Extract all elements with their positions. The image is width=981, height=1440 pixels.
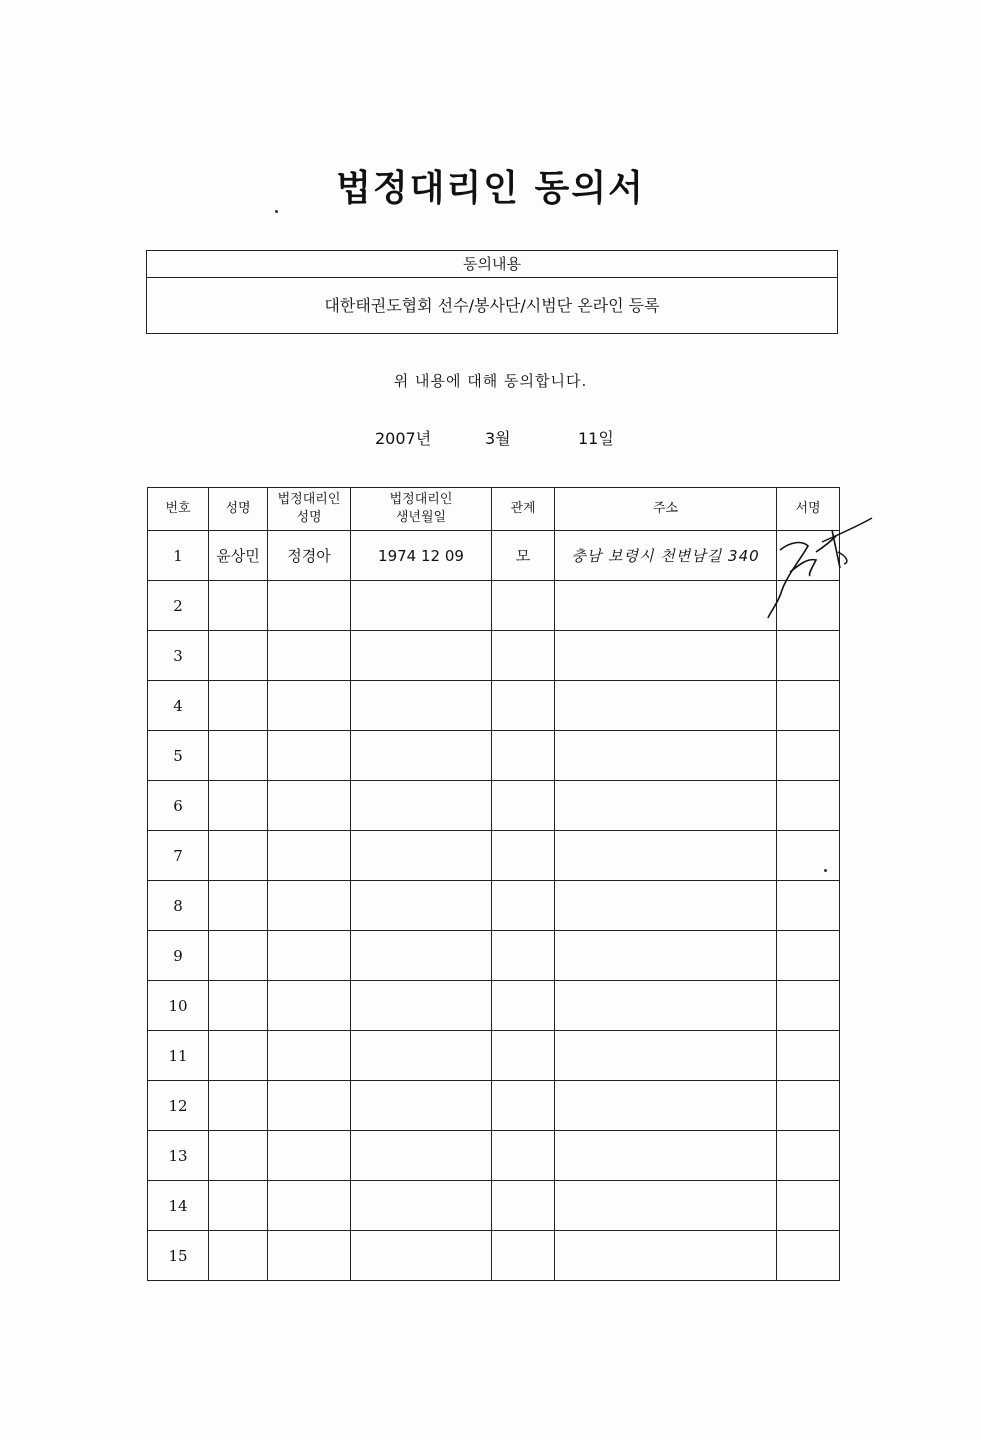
cell-no: 14 — [148, 1181, 209, 1231]
cell-guardian — [268, 831, 351, 881]
table-header-row — [148, 488, 840, 531]
table-row — [148, 681, 840, 731]
cell-name — [209, 1131, 268, 1181]
cell-signature — [777, 1081, 840, 1131]
cell-guardian — [268, 731, 351, 781]
cell-relation — [492, 781, 555, 831]
cell-relation — [492, 881, 555, 931]
cell-birth — [351, 581, 492, 631]
table-row — [148, 1231, 840, 1281]
consent-header: 동의내용 — [147, 251, 837, 278]
date-year: 2007년 — [375, 429, 432, 448]
cell-birth — [351, 1031, 492, 1081]
cell-relation: 모 — [492, 531, 555, 581]
cell-birth — [351, 981, 492, 1031]
cell-name — [209, 981, 268, 1031]
cell-address — [555, 581, 777, 631]
cell-birth — [351, 631, 492, 681]
table-row — [148, 1081, 840, 1131]
cell-name — [209, 581, 268, 631]
cell-relation — [492, 731, 555, 781]
cell-signature — [777, 1181, 840, 1231]
cell-address — [555, 1031, 777, 1081]
cell-guardian — [268, 1231, 351, 1281]
cell-address — [555, 981, 777, 1031]
table-row — [148, 731, 840, 781]
cell-name — [209, 1181, 268, 1231]
cell-no: 1 — [148, 531, 209, 581]
table-row — [148, 831, 840, 881]
consent-body: 대한태권도협회 선수/봉사단/시범단 온라인 등록 — [324, 296, 660, 315]
cell-signature — [777, 831, 840, 881]
cell-no: 15 — [148, 1231, 209, 1281]
handwritten-signature — [760, 512, 880, 622]
table-row — [148, 581, 840, 631]
cell-address — [555, 831, 777, 881]
cell-guardian — [268, 1181, 351, 1231]
date-day: 11일 — [578, 429, 614, 448]
cell-relation — [492, 1131, 555, 1181]
cell-guardian — [268, 1131, 351, 1181]
cell-signature — [777, 631, 840, 681]
cell-no: 12 — [148, 1081, 209, 1131]
cell-no: 13 — [148, 1131, 209, 1181]
paper-speck — [824, 869, 827, 872]
table-row — [148, 1031, 840, 1081]
cell-guardian — [268, 1081, 351, 1131]
cell-no: 7 — [148, 831, 209, 881]
header-guardian-name: 법정대리인 성명 — [268, 488, 351, 531]
cell-no: 10 — [148, 981, 209, 1031]
cell-name — [209, 681, 268, 731]
table-row — [148, 631, 840, 681]
cell-birth — [351, 731, 492, 781]
cell-name — [209, 831, 268, 881]
cell-signature — [777, 681, 840, 731]
table-row — [148, 931, 840, 981]
cell-name — [209, 1231, 268, 1281]
table-row — [148, 1181, 840, 1231]
header-relation: 관계 — [492, 488, 555, 531]
consent-box — [146, 250, 838, 334]
cell-guardian — [268, 781, 351, 831]
cell-birth — [351, 1181, 492, 1231]
cell-guardian — [268, 1031, 351, 1081]
date-month: 3월 — [485, 429, 511, 448]
cell-name: 윤상민 — [209, 531, 268, 581]
cell-address — [555, 1131, 777, 1181]
cell-birth — [351, 781, 492, 831]
guardian-table — [147, 487, 840, 1281]
cell-no: 6 — [148, 781, 209, 831]
cell-birth — [351, 1081, 492, 1131]
cell-relation — [492, 831, 555, 881]
cell-address — [555, 931, 777, 981]
cell-birth — [351, 831, 492, 881]
cell-no: 9 — [148, 931, 209, 981]
table-row — [148, 1131, 840, 1181]
cell-guardian — [268, 981, 351, 1031]
cell-address — [555, 1231, 777, 1281]
cell-relation — [492, 981, 555, 1031]
cell-name — [209, 1031, 268, 1081]
cell-signature — [777, 731, 840, 781]
cell-signature — [777, 881, 840, 931]
cell-relation — [492, 931, 555, 981]
cell-birth: 1974 12 09 — [351, 531, 492, 581]
cell-name — [209, 781, 268, 831]
cell-address — [555, 881, 777, 931]
cell-relation — [492, 631, 555, 681]
cell-name — [209, 1081, 268, 1131]
cell-guardian — [268, 881, 351, 931]
table-row — [148, 981, 840, 1031]
cell-signature — [777, 1031, 840, 1081]
cell-relation — [492, 681, 555, 731]
cell-guardian — [268, 681, 351, 731]
cell-relation — [492, 1181, 555, 1231]
cell-address — [555, 681, 777, 731]
cell-guardian: 정경아 — [268, 531, 351, 581]
cell-name — [209, 881, 268, 931]
cell-no: 3 — [148, 631, 209, 681]
cell-no: 11 — [148, 1031, 209, 1081]
cell-address — [555, 781, 777, 831]
cell-signature — [777, 1131, 840, 1181]
cell-signature — [777, 781, 840, 831]
page-title: 법정대리인 동의서 — [336, 168, 645, 209]
table-row — [148, 881, 840, 931]
cell-no: 5 — [148, 731, 209, 781]
cell-guardian — [268, 931, 351, 981]
cell-relation — [492, 1231, 555, 1281]
cell-no: 4 — [148, 681, 209, 731]
cell-address — [555, 631, 777, 681]
cell-no: 2 — [148, 581, 209, 631]
cell-birth — [351, 1131, 492, 1181]
cell-relation — [492, 1031, 555, 1081]
cell-name — [209, 731, 268, 781]
cell-address — [555, 1081, 777, 1131]
cell-birth — [351, 681, 492, 731]
cell-address: 충남 보령시 천변남길 340 — [555, 531, 777, 581]
cell-guardian — [268, 581, 351, 631]
cell-guardian — [268, 631, 351, 681]
cell-no: 8 — [148, 881, 209, 931]
cell-address — [555, 731, 777, 781]
paper-speck — [275, 210, 278, 213]
header-address: 주소 — [555, 488, 777, 531]
cell-signature — [777, 1231, 840, 1281]
cell-name — [209, 931, 268, 981]
header-guardian-birth: 법정대리인 생년월일 — [351, 488, 492, 531]
cell-birth — [351, 1231, 492, 1281]
cell-relation — [492, 1081, 555, 1131]
cell-signature — [777, 981, 840, 1031]
cell-birth — [351, 931, 492, 981]
cell-birth — [351, 881, 492, 931]
table-row — [148, 781, 840, 831]
agreement-statement: 위 내용에 대해 동의합니다. — [393, 372, 588, 390]
header-name: 성명 — [209, 488, 268, 531]
header-no: 번호 — [148, 488, 209, 531]
header-signature: 서명 — [777, 488, 840, 531]
cell-address — [555, 1181, 777, 1231]
table-row — [148, 531, 840, 581]
cell-name — [209, 631, 268, 681]
cell-relation — [492, 581, 555, 631]
cell-signature — [777, 931, 840, 981]
